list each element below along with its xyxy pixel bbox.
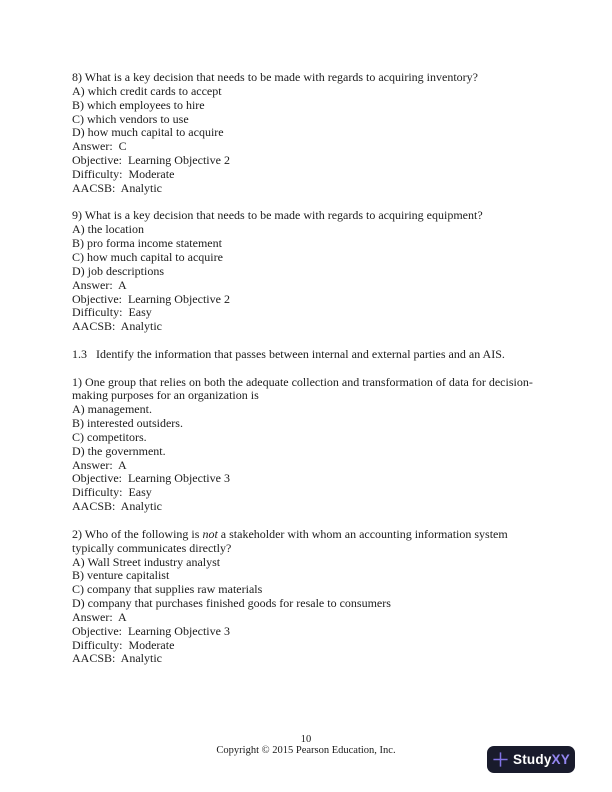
option-a: A) Wall Street industry analyst <box>72 554 221 569</box>
objective-line: Objective: Learning Objective 3 <box>72 623 230 638</box>
objective-line: Objective: Learning Objective 2 <box>72 291 230 306</box>
answer-line: Answer: C <box>72 139 127 154</box>
studyxy-badge[interactable] <box>487 746 575 773</box>
question-text: 8) What is a key decision that needs to be made with regards to acquiring inventory? <box>72 70 478 84</box>
aacsb-line: AACSB: Analytic <box>72 319 163 334</box>
option-d: D) how much capital to acquire <box>72 125 224 140</box>
answer-line: Answer: A <box>72 457 127 472</box>
option-a: A) management. <box>72 402 152 417</box>
difficulty-line: Difficulty: Moderate <box>72 166 175 181</box>
objective-line: Objective: Learning Objective 3 <box>72 471 230 486</box>
question-text-line2: making purposes for an organization is <box>72 388 259 403</box>
option-b: B) interested outsiders. <box>72 416 183 431</box>
plus-icon <box>492 751 509 768</box>
question-text-emphasis: not <box>202 526 218 541</box>
option-b: B) which employees to hire <box>72 97 205 112</box>
question-block-8 <box>72 71 548 196</box>
option-c: C) competitors. <box>72 429 147 444</box>
question-block-1 <box>72 376 548 514</box>
question-text: 9) What is a key decision that needs to be made with regards to acquiring equipment? <box>72 208 483 223</box>
question-block-9 <box>72 209 548 334</box>
page-number: 10 <box>300 734 312 745</box>
question-text-line1 <box>72 528 548 542</box>
question-block-2 <box>72 528 548 666</box>
studyxy-logo-text <box>513 752 570 767</box>
aacsb-line: AACSB: Analytic <box>72 180 163 195</box>
option-c: C) company that supplies raw materials <box>72 582 263 597</box>
option-a: A) the location <box>72 222 144 237</box>
option-d: D) job descriptions <box>72 263 164 278</box>
aacsb-line: AACSB: Analytic <box>72 651 163 666</box>
option-c: C) which vendors to use <box>72 111 189 126</box>
option-b: B) pro forma income statement <box>72 236 222 251</box>
answer-line: Answer: A <box>72 609 127 624</box>
copyright-notice: Copyright © 2015 Pearson Education, Inc. <box>216 745 396 757</box>
aacsb-line: AACSB: Analytic <box>72 499 163 514</box>
question-text-suffix: a stakeholder with whom an accounting information system <box>217 526 508 541</box>
question-text-line2: typically communicates directly? <box>72 540 232 555</box>
section-heading <box>72 348 548 362</box>
question-text-prefix: 2) Who of the following is <box>72 526 203 541</box>
difficulty-line: Difficulty: Easy <box>72 485 152 500</box>
page-content <box>72 71 548 680</box>
question-text-line1: 1) One group that relies on both the adequate collection and transformation of data for decision- <box>72 374 533 389</box>
option-d: D) the government. <box>72 443 166 458</box>
difficulty-line: Difficulty: Easy <box>72 305 152 320</box>
brand-xy-text: XY <box>551 752 570 767</box>
objective-line: Objective: Learning Objective 2 <box>72 153 230 168</box>
answer-line: Answer: A <box>72 277 127 292</box>
section-heading-text: 1.3 Identify the information that passes between internal and external parties and an AIS. <box>72 346 505 361</box>
brand-study-text: Study <box>513 752 552 767</box>
option-b: B) venture capitalist <box>72 568 170 583</box>
option-c: C) how much capital to acquire <box>72 249 223 264</box>
difficulty-line: Difficulty: Moderate <box>72 637 175 652</box>
option-a: A) which credit cards to accept <box>72 83 222 98</box>
option-d: D) company that purchases finished goods for resale to consumers <box>72 596 391 611</box>
